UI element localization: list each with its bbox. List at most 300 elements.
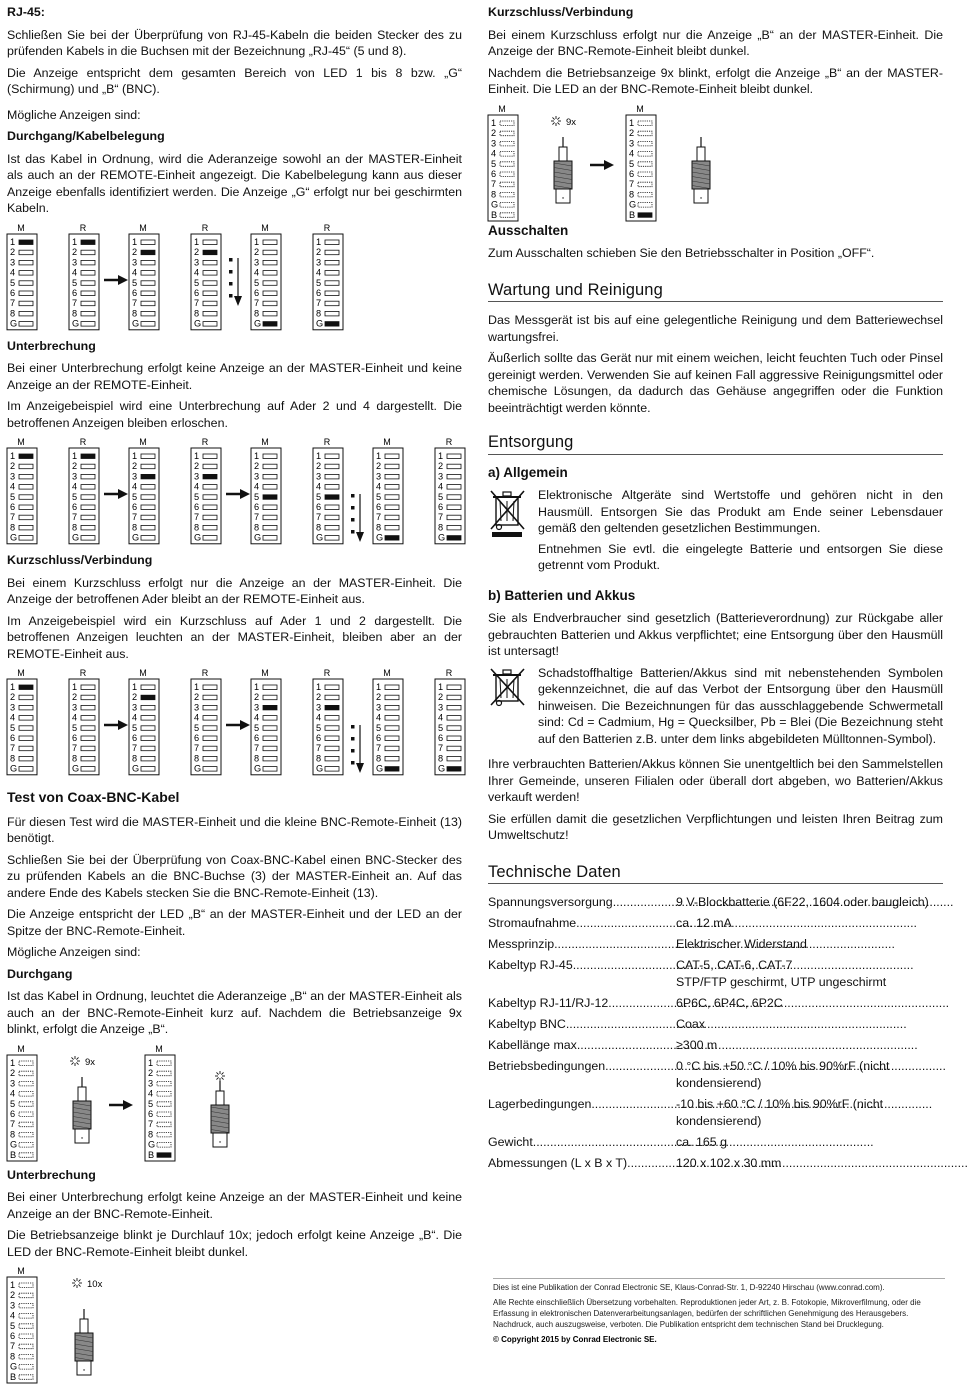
- led-off: [638, 202, 652, 207]
- led-label: 1: [72, 236, 78, 247]
- led-off: [157, 1081, 171, 1086]
- led-label: 1: [254, 236, 260, 247]
- led-off: [19, 726, 33, 731]
- led-label: 7: [194, 743, 200, 754]
- led-off: [19, 1314, 33, 1319]
- led-label: 3: [438, 471, 444, 482]
- led-label: 7: [194, 512, 200, 523]
- led-label: 5: [316, 722, 322, 733]
- led-off: [447, 525, 461, 530]
- led-off: [19, 464, 33, 469]
- tech-row-key: Kabeltyp RJ-45 .....: [488, 957, 676, 991]
- led-label: 6: [438, 733, 444, 743]
- led-label: 5: [72, 722, 78, 733]
- led-label: 3: [629, 137, 635, 148]
- led-off: [263, 280, 277, 285]
- led-off: [385, 474, 399, 479]
- led-off: [19, 767, 33, 772]
- bnc-body: [216, 1091, 224, 1105]
- led-off: [385, 726, 399, 731]
- led-label: 1: [148, 1057, 154, 1068]
- led-off: [203, 525, 217, 530]
- sequence-dot: [229, 282, 233, 286]
- bnc-knurl: [211, 1105, 229, 1133]
- led-label: 3: [72, 256, 78, 267]
- led-label: 3: [254, 256, 260, 267]
- tech-row-value: [676, 894, 943, 911]
- led-off: [203, 726, 217, 731]
- bnc-knurl: [75, 1333, 93, 1361]
- led-off: [19, 515, 33, 520]
- led-label: 2: [10, 692, 16, 703]
- led-off: [19, 321, 33, 326]
- led-lit: [19, 454, 33, 459]
- led-label: 7: [132, 297, 138, 308]
- led-off: [157, 1122, 171, 1127]
- tech-row-value: [676, 1096, 943, 1130]
- blink-count: 9x: [566, 116, 577, 128]
- coax-durchgang-heading: Durchgang: [7, 966, 73, 981]
- led-off: [447, 515, 461, 520]
- tech-row-key: Spannungsversorgung .....: [488, 894, 676, 911]
- led-label: G: [148, 1139, 156, 1150]
- tech-row-key: Abmessungen (L x B x T) .....: [488, 1155, 676, 1172]
- led-off: [263, 726, 277, 731]
- led-label: 6: [376, 502, 382, 512]
- unit-label: R: [445, 437, 453, 447]
- led-label: 7: [194, 297, 200, 308]
- led-label: 7: [316, 297, 322, 308]
- sequence-dot: [351, 494, 355, 498]
- led-off: [19, 1142, 33, 1147]
- led-off: [638, 161, 652, 166]
- led-label: 3: [72, 471, 78, 482]
- led-off: [500, 212, 514, 217]
- led-label: 4: [194, 712, 200, 723]
- tech-row-value: [676, 995, 943, 1012]
- led-label: 4: [629, 148, 635, 159]
- led-label: 1: [316, 682, 322, 692]
- coax-durchgang-paragraph: Ist das Kabel in Ordnung, leuchtet die Aderanzeige „B“ an der MASTER-Einheit als auch an der BNC-Remote-Einheit kurz auf. Nachdem die Betriebsanzeige 9x blinkt, erfolgt die Anzeige „B“.: [7, 989, 462, 1036]
- tech-row-value: [676, 1155, 943, 1172]
- led-off: [19, 716, 33, 721]
- led-off: [141, 505, 155, 510]
- led-label: 3: [376, 471, 382, 482]
- kurzschluss-paragraph-2: Im Anzeigebeispiel wird ein Kurzschluss auf Ader 1 und 2 dargestellt. Die betroffenen Anzeigen leuchten an der MASTER-Einheit, bleiben aber an der REMOTE-Einheit aus.: [7, 613, 462, 661]
- coax-heading: Test von Coax-BNC-Kabel: [7, 789, 180, 805]
- unit-label: M: [383, 437, 391, 447]
- unit-label: M: [155, 1043, 163, 1054]
- led-off: [81, 756, 95, 761]
- led-off: [447, 495, 461, 500]
- tech-row: [488, 957, 943, 991]
- coax-paragraph-3: Die Anzeige entspricht der LED „B“ an der MASTER-Einheit und der LED an der Spitze der BNC-Remote-Einheit.: [7, 907, 462, 938]
- led-off: [157, 1101, 171, 1106]
- wartung-heading: Wartung und Reinigung: [488, 282, 943, 303]
- led-label: G: [254, 318, 262, 329]
- tech-row-key: Kabeltyp BNC .....: [488, 1016, 676, 1033]
- led-off: [81, 685, 95, 690]
- led-label: 5: [376, 722, 382, 733]
- led-label: 7: [10, 512, 16, 523]
- led-label: 3: [438, 702, 444, 713]
- led-off: [19, 301, 33, 306]
- led-off: [19, 291, 33, 296]
- led-lit: [325, 321, 339, 326]
- led-label: 4: [132, 712, 138, 723]
- tech-row-value: [676, 936, 943, 953]
- led-label: 4: [10, 267, 16, 278]
- led-label: 3: [194, 702, 200, 713]
- blink-icon: [78, 1284, 80, 1286]
- led-off: [81, 260, 95, 265]
- led-label: 2: [316, 246, 322, 257]
- led-label: 6: [316, 502, 322, 512]
- led-label: 7: [438, 743, 444, 754]
- led-off: [141, 746, 155, 751]
- sequence-arrow-head: [356, 532, 364, 542]
- led-label: 5: [629, 158, 635, 169]
- led-off: [447, 705, 461, 710]
- led-label: 5: [72, 277, 78, 288]
- unterbrechung-paragraph-1: Bei einer Unterbrechung erfolgt keine Anzeige an der MASTER-Einheit und keine Anzeige an der REMOTE-Einheit.: [7, 361, 462, 392]
- bnc-base-mark: ▫: [82, 1367, 86, 1374]
- led-off: [141, 240, 155, 245]
- coax-kurzschluss-diagram: [488, 103, 748, 220]
- led-label: 6: [194, 287, 200, 298]
- led-label: 1: [132, 682, 138, 692]
- led-off: [325, 695, 339, 700]
- led-off: [385, 464, 399, 469]
- led-label: 4: [254, 481, 260, 492]
- ausschalten-heading: Ausschalten: [488, 222, 569, 238]
- coax-unterbrechung-diagram: [7, 1265, 147, 1382]
- tech-row: [488, 1096, 943, 1130]
- led-label: G: [254, 532, 262, 543]
- led-label: 2: [10, 246, 16, 257]
- led-label: 6: [148, 1108, 154, 1119]
- led-off: [81, 321, 95, 326]
- led-off: [157, 1091, 171, 1096]
- bnc-base-mark: ▫: [80, 1134, 84, 1142]
- led-off: [500, 192, 514, 197]
- led-off: [447, 695, 461, 700]
- wartung-paragraph-1: Das Messgerät ist bis auf eine gelegentliche Reinigung und dem Batteriewechsel wartungsfrei.: [488, 313, 943, 344]
- led-label: 5: [316, 277, 322, 288]
- led-off: [203, 756, 217, 761]
- unit-label: R: [323, 437, 331, 447]
- led-label: 5: [194, 277, 200, 288]
- led-off: [19, 1081, 33, 1086]
- led-label: 8: [438, 522, 444, 533]
- led-label: 6: [194, 733, 200, 743]
- unit-label: R: [201, 222, 209, 233]
- led-off: [141, 260, 155, 265]
- led-label: 6: [254, 287, 260, 298]
- led-label: 5: [132, 491, 138, 502]
- led-label: 2: [132, 461, 138, 472]
- led-off: [325, 260, 339, 265]
- coax-unterbrechung-paragraph-1: Bei einer Unterbrechung erfolgt keine Anzeige an der MASTER-Einheit und keine Anzeige an der BNC-Remote-Einheit.: [7, 1190, 462, 1221]
- led-label: 1: [629, 117, 635, 128]
- led-label: G: [438, 532, 446, 543]
- led-off: [19, 1061, 33, 1066]
- led-off: [81, 536, 95, 541]
- blink-count: 9x: [85, 1056, 96, 1068]
- led-off: [19, 1293, 33, 1298]
- led-label: 6: [10, 1108, 16, 1119]
- led-label: G: [629, 199, 637, 210]
- led-label: G: [254, 763, 262, 774]
- led-off: [263, 716, 277, 721]
- led-off: [325, 280, 339, 285]
- led-off: [141, 291, 155, 296]
- led-off: [447, 485, 461, 490]
- led-off: [19, 485, 33, 490]
- tech-row-key: Stromaufnahme .....: [488, 915, 676, 932]
- led-off: [203, 270, 217, 275]
- led-off: [81, 525, 95, 530]
- led-label: 8: [10, 1128, 16, 1139]
- led-lit: [19, 685, 33, 690]
- unterbrechung-heading: Unterbrechung: [7, 338, 96, 353]
- coax-paragraph-2: Schließen Sie bei der Überprüfung von Coax-BNC-Kabel einen BNC-Stecker des zu prüfenden Kabels an die BNC-Buchse (3) der MASTER-Einheit an. Auf das andere Ende des Kabels stecken Sie die BNC-Remote-Einheit (13).: [7, 852, 462, 900]
- led-label: 6: [72, 733, 78, 743]
- led-label: G: [316, 318, 324, 329]
- led-label: 4: [254, 267, 260, 278]
- led-off: [638, 182, 652, 187]
- led-label: 2: [72, 246, 78, 257]
- led-label: 7: [376, 743, 382, 754]
- led-label: 3: [132, 256, 138, 267]
- led-off: [203, 505, 217, 510]
- blink-icon: [552, 122, 554, 124]
- publisher-footer: [493, 1278, 945, 1349]
- bnc-knurl: [554, 161, 572, 189]
- led-label: 5: [10, 1320, 16, 1331]
- led-label: 6: [72, 287, 78, 298]
- led-lit: [203, 250, 217, 255]
- led-off: [19, 1354, 33, 1359]
- blink-icon: [76, 1057, 78, 1059]
- tech-row-value-line: 9 V-Blockbatterie (6F22, 1604 oder baugleich): [676, 895, 929, 909]
- led-off: [141, 525, 155, 530]
- led-off: [500, 121, 514, 126]
- led-lit: [638, 212, 652, 217]
- led-label: 4: [438, 712, 444, 723]
- led-off: [500, 151, 514, 156]
- led-label: 5: [148, 1098, 154, 1109]
- led-label: 6: [132, 287, 138, 298]
- led-label: 7: [629, 178, 635, 189]
- led-off: [203, 716, 217, 721]
- led-label: 2: [629, 127, 635, 138]
- led-lit: [157, 1152, 171, 1157]
- led-label: 4: [10, 1088, 16, 1099]
- led-off: [19, 270, 33, 275]
- allgemein-heading: a) Allgemein: [488, 464, 568, 480]
- led-off: [447, 685, 461, 690]
- led-off: [19, 1344, 33, 1349]
- led-off: [263, 250, 277, 255]
- led-off: [203, 485, 217, 490]
- led-label: 3: [491, 137, 497, 148]
- led-label: 7: [10, 297, 16, 308]
- led-off: [638, 172, 652, 177]
- led-off: [325, 464, 339, 469]
- led-off: [203, 301, 217, 306]
- sequence-dot: [229, 270, 233, 274]
- arrow-head: [604, 160, 614, 170]
- led-label: 8: [72, 307, 78, 318]
- led-label: 3: [316, 256, 322, 267]
- led-label: 1: [10, 451, 16, 461]
- sequence-dot: [351, 737, 355, 741]
- unit-label: M: [17, 1043, 25, 1054]
- led-off: [385, 716, 399, 721]
- tech-row-key: Lagerbedingungen .....: [488, 1096, 676, 1130]
- led-label: G: [72, 532, 80, 543]
- allgemein-paragraph-2: Entnehmen Sie evtl. die eingelegte Batterie und entsorgen Sie diese getrennt vom Produkt.: [538, 541, 943, 572]
- bnc-kurzschluss-paragraph-2: Nachdem die Betriebsanzeige 9x blinkt, erfolgt die Anzeige „B“ an der MASTER-Einheit. Die LED an der BNC-Remote-Einheit bleibt dunkel.: [488, 65, 943, 96]
- led-off: [325, 716, 339, 721]
- led-off: [81, 716, 95, 721]
- tech-row-value-line: Coax: [676, 1017, 705, 1031]
- led-label: 5: [376, 491, 382, 502]
- led-label: 4: [316, 481, 322, 492]
- arrow-head: [118, 720, 128, 730]
- led-label: 1: [132, 451, 138, 461]
- led-off: [203, 280, 217, 285]
- unterbrechung-paragraph-2: Im Anzeigebeispiel wird eine Unterbrechung auf Ader 2 und 4 dargestellt. Die betroffenen Anzeigen bleiben erloschen.: [7, 399, 462, 430]
- led-label: G: [72, 318, 80, 329]
- bnc-base-mark: ▫: [218, 1138, 222, 1146]
- led-off: [81, 311, 95, 316]
- led-label: 7: [10, 1341, 16, 1352]
- led-off: [263, 525, 277, 530]
- led-off: [19, 536, 33, 541]
- led-label: G: [132, 763, 140, 774]
- blink-icon: [557, 122, 559, 124]
- right-column: [488, 4, 943, 1176]
- led-label: 6: [491, 168, 497, 179]
- led-lit: [263, 495, 277, 500]
- led-label: 8: [194, 753, 200, 764]
- led-label: 1: [316, 236, 322, 247]
- led-label: 1: [10, 1280, 16, 1290]
- coax-paragraph-1: Für diesen Test wird die MASTER-Einheit und die kleine BNC-Remote-Einheit (13) benötigt.: [7, 814, 462, 845]
- led-label: 4: [148, 1088, 154, 1099]
- tech-row: [488, 1016, 943, 1033]
- led-off: [157, 1061, 171, 1066]
- unit-label: M: [17, 222, 25, 233]
- tech-row-value-line: CAT-5, CAT-6, CAT-7: [676, 958, 793, 972]
- led-off: [385, 756, 399, 761]
- batterien-paragraph-1: Sie als Endverbraucher sind gesetzlich (Batterieverordnung) zur Rückgabe aller gebrauchten Batterien und Akkus verpflichtet; eine Entsorgung über den Hausmüll ist untersagt!: [488, 611, 943, 658]
- led-off: [500, 161, 514, 166]
- led-label: 6: [629, 168, 635, 179]
- led-label: 1: [194, 682, 200, 692]
- tech-row-value-line: 0 °C bis +50 °C / 10% bis 90%rF (nicht kondensierend): [676, 1059, 890, 1090]
- led-label: 5: [438, 491, 444, 502]
- led-off: [325, 301, 339, 306]
- led-label: 8: [132, 522, 138, 533]
- tech-row: [488, 1058, 943, 1092]
- led-label: G: [316, 532, 324, 543]
- led-label: 7: [132, 512, 138, 523]
- led-off: [263, 736, 277, 741]
- led-label: 8: [316, 753, 322, 764]
- led-label: 2: [438, 692, 444, 703]
- unit-label: R: [79, 222, 87, 233]
- unit-label: M: [383, 668, 391, 678]
- led-off: [385, 495, 399, 500]
- blink-icon: [78, 1279, 80, 1281]
- led-label: 1: [72, 682, 78, 692]
- led-off: [19, 1071, 33, 1076]
- coax-unterbrechung-heading: Unterbrechung: [7, 1167, 96, 1182]
- led-off: [263, 685, 277, 690]
- led-off: [19, 495, 33, 500]
- led-off: [263, 756, 277, 761]
- led-label: 1: [132, 236, 138, 247]
- tech-row-key: Betriebsbedingungen .....: [488, 1058, 676, 1092]
- led-label: 2: [148, 1067, 154, 1078]
- led-label: 1: [376, 451, 382, 461]
- bnc-base-mark: ▫: [561, 194, 565, 202]
- led-off: [447, 746, 461, 751]
- unit-label: M: [261, 437, 269, 447]
- led-off: [141, 321, 155, 326]
- led-label: 4: [194, 481, 200, 492]
- led-label: 4: [316, 267, 322, 278]
- led-label: G: [10, 763, 18, 774]
- led-label: 8: [254, 522, 260, 533]
- led-off: [263, 695, 277, 700]
- led-off: [19, 695, 33, 700]
- led-off: [638, 192, 652, 197]
- bnc-body: [78, 1087, 86, 1101]
- led-off: [263, 240, 277, 245]
- led-off: [81, 270, 95, 275]
- tech-row: [488, 915, 943, 932]
- led-off: [263, 746, 277, 751]
- kurzschluss-paragraph-1: Bei einem Kurzschluss erfolgt nur die Anzeige an der MASTER-Einheit. Die Anzeige der betroffenen Ader bleibt an der REMOTE-Einheit aus.: [7, 575, 462, 606]
- bnc-led-ray: [221, 1077, 223, 1079]
- led-label: 8: [194, 307, 200, 318]
- tech-row-value: [676, 1134, 943, 1151]
- led-off: [447, 454, 461, 459]
- led-label: 8: [316, 522, 322, 533]
- led-label: 6: [438, 502, 444, 512]
- led-label: 7: [316, 743, 322, 754]
- led-label: G: [132, 532, 140, 543]
- led-off: [141, 685, 155, 690]
- led-label: 1: [254, 451, 260, 461]
- led-off: [203, 695, 217, 700]
- tech-row-value-line: 6P6C, 6P4C, 6P2C: [676, 996, 783, 1010]
- bnc-kurzschluss-paragraph-1: Bei einem Kurzschluss erfolgt nur die Anzeige „B“ an der MASTER-Einheit. Die Anzeige der BNC-Remote-Einheit bleibt dunkel.: [488, 27, 943, 58]
- led-off: [203, 291, 217, 296]
- arrow-head: [240, 489, 250, 499]
- led-label: 8: [376, 753, 382, 764]
- led-off: [19, 1101, 33, 1106]
- led-off: [19, 505, 33, 510]
- led-off: [203, 685, 217, 690]
- led-off: [19, 250, 33, 255]
- tech-row-value: [676, 1037, 943, 1054]
- tech-row-value-line: ca. 12 mA: [676, 916, 732, 930]
